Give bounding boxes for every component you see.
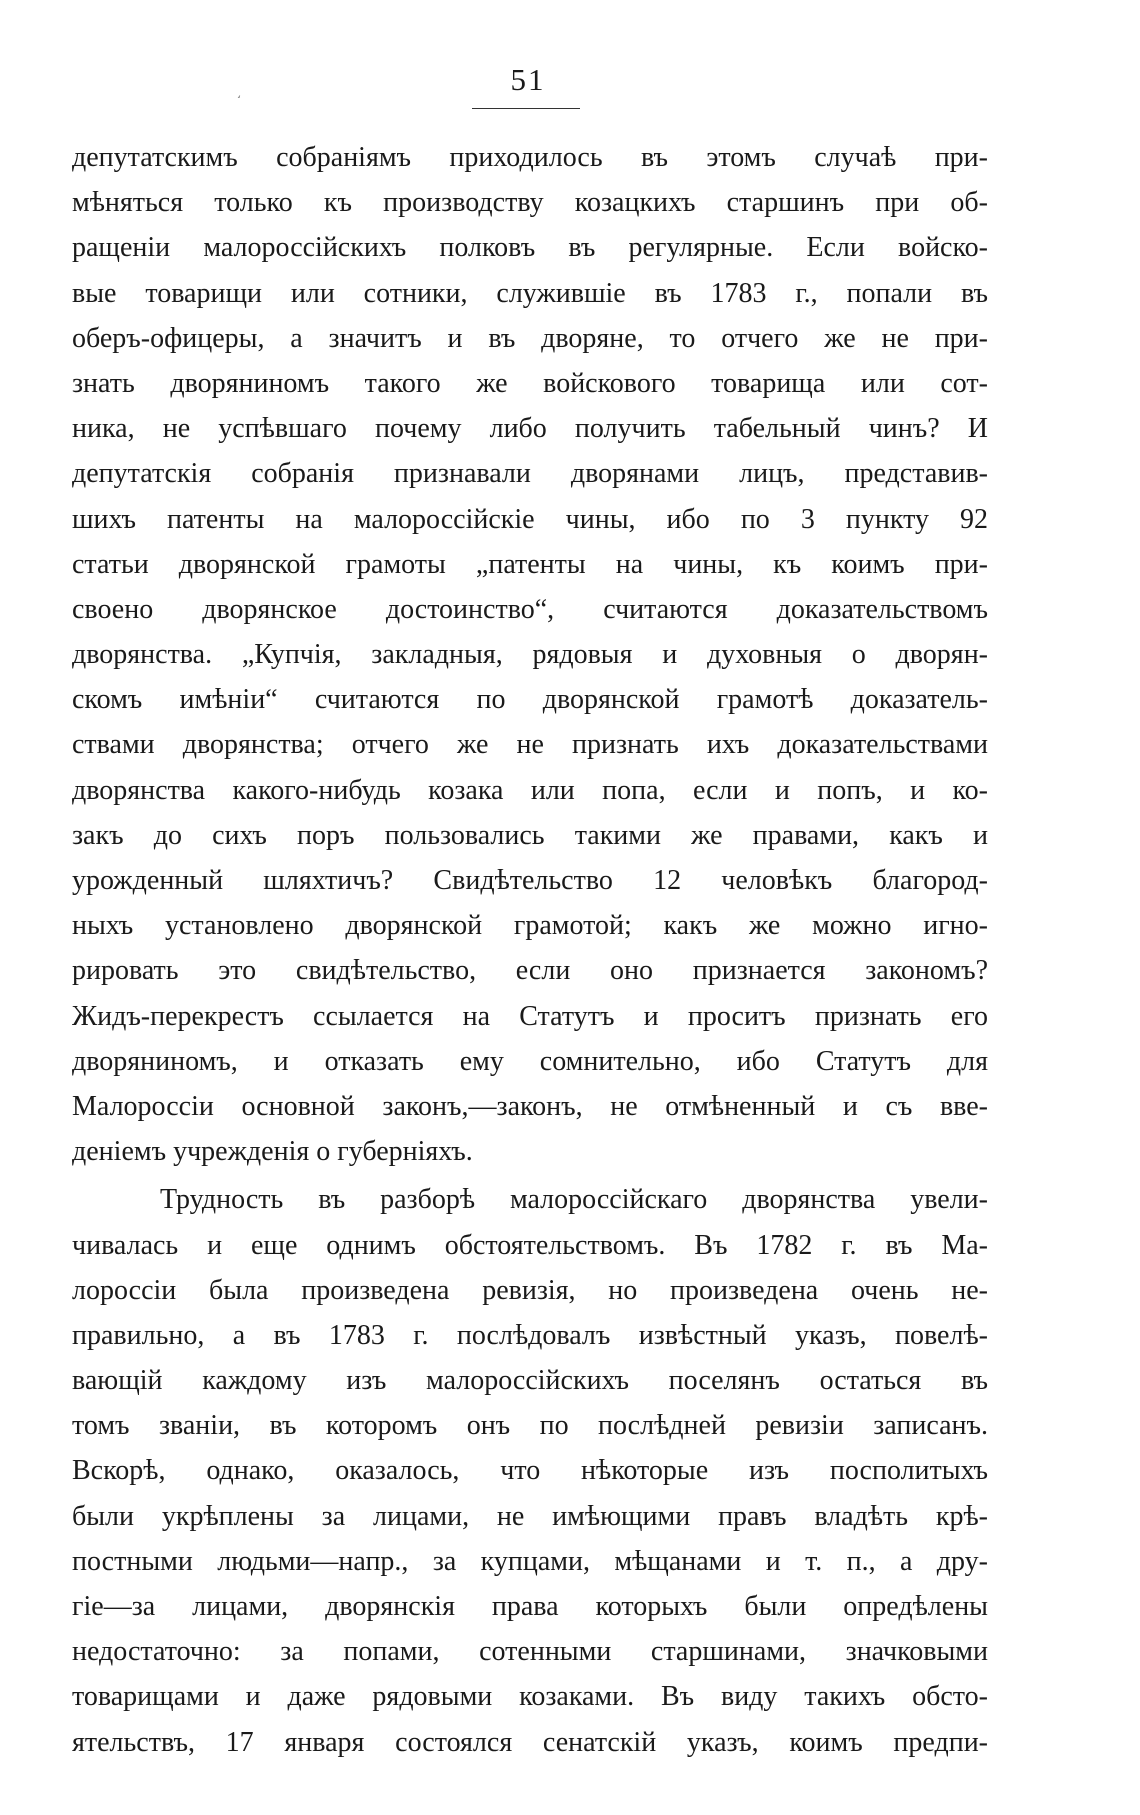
text-line: ствами дворянства; отчего же не признать ихъ доказательствами [72,729,988,761]
text-line: своено дворянское достоинство“, считаются доказательствомъ [72,593,988,625]
text-line: шихъ патенты на малороссійскіе чины, ибо по 3 пункту 92 [72,503,988,535]
text-line: Малороссіи основной законъ,—законъ, не отмѣненный и съ вве- [72,1090,988,1122]
text-line: депутатскимъ собраніямъ приходилось въ этомъ случаѣ при- [72,142,988,173]
text-line: правильно, а въ 1783 г. послѣдовалъ извѣстный указъ, повелѣ- [72,1319,988,1351]
text-line: мѣняться только къ производству козацкихъ старшинъ при об- [72,187,988,219]
text-line: ятельствъ, 17 января состоялся сенатскій указъ, коимъ предпи- [72,1726,988,1758]
text-line: Трудность въ разборѣ малороссійскаго дворянства увели- [160,1184,988,1216]
paragraph [72,135,988,1174]
text-line: деніемъ учрежденія о губерніяхъ. [72,1136,473,1168]
page-number: 51 [510,62,546,97]
text-line: дворяниномъ, и отказать ему сомнительно, ибо Статутъ для [72,1045,988,1077]
text-line: недостаточно: за попами, сотенными старшинами, значковыми [72,1636,988,1668]
text-line: постными людьми—напр., за купцами, мѣщанами и т. п., а дру- [72,1545,988,1577]
text-line: ника, не успѣвшаго почему либо получить табельный чинъ? И [72,413,988,445]
text-line: закъ до сихъ поръ пользовались такими же правами, какъ и [72,819,988,851]
text-line: знать дворяниномъ такого же войскового товарища или сот- [72,367,988,399]
text-line: были укрѣплены за лицами, не имѣющими правъ владѣть крѣ- [72,1500,988,1532]
text-line: статьи дворянской грамоты „патенты на чины, къ коимъ при- [72,548,988,580]
page-number-underline [472,108,580,109]
text-line: лороссіи была произведена ревизія, но произведена очень не- [72,1274,988,1306]
text-line: оберъ-офицеры, а значитъ и въ дворяне, то отчего же не при- [72,322,988,354]
text-line: урожденный шляхтичъ? Свидѣтельство 12 человѣкъ благород- [72,865,988,896]
paragraph [72,1177,988,1764]
text-line: рировать это свидѣтельство, если оно признается закономъ? [72,955,988,987]
text-line: ныхъ установлено дворянской грамотой; какъ же можно игно- [72,910,988,942]
text-line: Вскорѣ, однако, оказалось, что нѣкоторые изъ посполитыхъ [72,1455,988,1487]
body-text [72,135,988,1765]
text-line: вающій каждому изъ малороссійскихъ поселянъ остаться въ [72,1365,988,1397]
text-line: ращеніи малороссійскихъ полковъ въ регулярные. Если войско- [72,232,988,264]
text-line: чивалась и еще однимъ обстоятельствомъ. Въ 1782 г. въ Ма- [72,1229,988,1261]
margin-speck: ͵ [236,78,242,98]
text-line: вые товарищи или сотники, служившіе въ 1783 г., попали въ [72,277,988,309]
text-line: Жидъ-перекрестъ ссылается на Статутъ и проситъ признать его [72,1000,988,1032]
text-line: скомъ имѣніи“ считаются по дворянской грамотѣ доказатель- [72,684,988,716]
text-line: депутатскія собранія признавали дворянами лицъ, представив- [72,458,988,490]
text-line: гіе—за лицами, дворянскія права которыхъ были опредѣлены [72,1591,988,1622]
text-line: томъ званіи, въ которомъ онъ по послѣдней ревизіи записанъ. [72,1410,988,1442]
text-line: товарищами и даже рядовыми козаками. Въ виду такихъ обсто- [72,1681,988,1713]
text-line: дворянства какого-нибудь козака или попа, если и попъ, и ко- [72,774,988,806]
text-line: дворянства. „Купчія, закладныя, рядовыя и духовныя о дворян- [72,639,988,671]
